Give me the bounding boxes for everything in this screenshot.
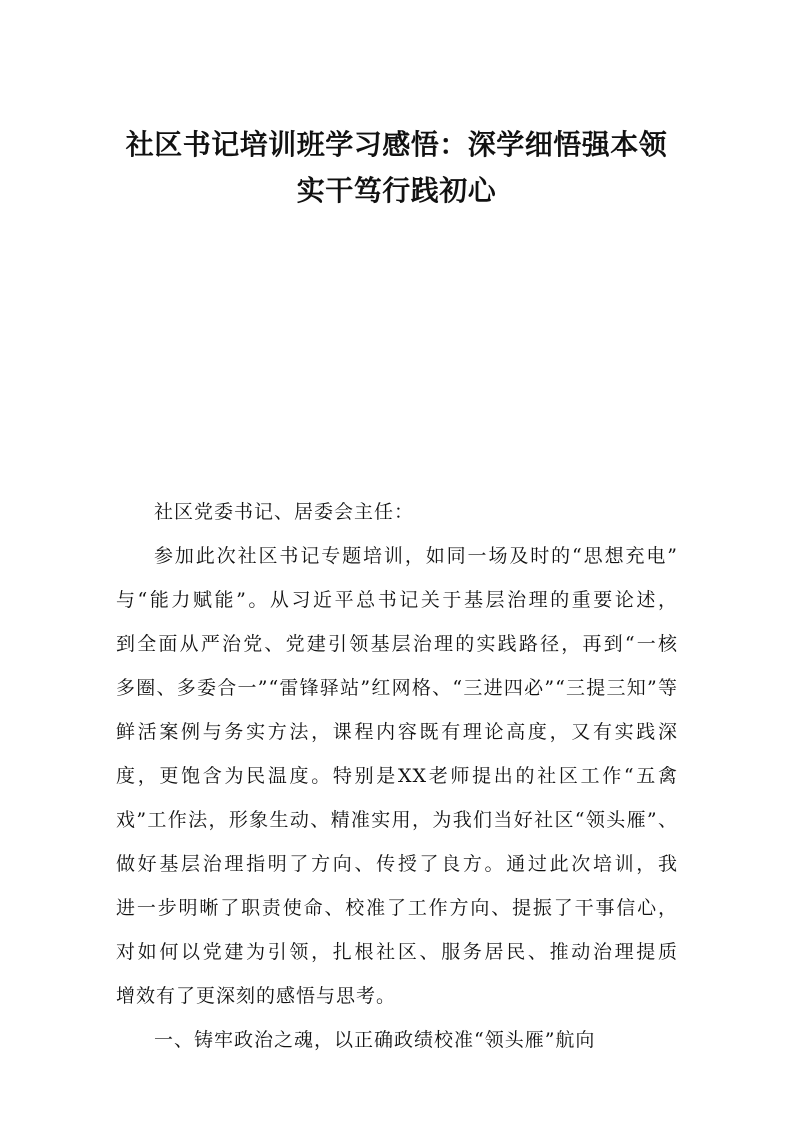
paragraph-1-line-2: 与“能力赋能”。从习近平总书记关于基层治理的重要论述， bbox=[116, 589, 678, 611]
paragraph-1-line-7: 戏”工作法，形象生动、精准实用，为我们当好社区“领头雁”、 bbox=[116, 809, 678, 831]
salutation: 社区党委书记、居委会主任： bbox=[154, 501, 415, 523]
document-body bbox=[116, 490, 678, 1062]
paragraph-1-line-5: 鲜活案例与务实方法，课程内容既有理论高度，又有实践深 bbox=[116, 721, 678, 743]
paragraph-1-line-1: 参加此次社区书记专题培训，如同一场及时的“思想充电” bbox=[154, 545, 678, 567]
paragraph-1-line-6: 度，更饱含为民温度。特别是XX老师提出的社区工作“五禽 bbox=[116, 765, 678, 787]
paragraph-1-line-10: 对如何以党建为引领，扎根社区、服务居民、推动治理提质 bbox=[116, 941, 678, 963]
paragraph-1-line-11: 增效有了更深刻的感悟与思考。 bbox=[116, 985, 397, 1007]
paragraph-1-line-4: 多圈、多委合一”“雷锋驿站”红网格、“三进四必”“三提三知”等 bbox=[116, 677, 678, 699]
title-line-2: 实干笃行践初心 bbox=[296, 174, 497, 207]
paragraph-1-line-3: 到全面从严治党、党建引领基层治理的实践路径，再到“一核 bbox=[116, 633, 678, 655]
paragraph-1-line-9: 进一步明晰了职责使命、校准了工作方向、提振了干事信心， bbox=[116, 897, 678, 919]
document-title bbox=[100, 122, 693, 214]
paragraph-1-line-8: 做好基层治理指明了方向、传授了良方。通过此次培训，我 bbox=[116, 853, 678, 875]
title-line-1: 社区书记培训班学习感悟：深学细悟强本领 bbox=[125, 128, 668, 161]
section-heading-1: 一、铸牢政治之魂，以正确政绩校准“领头雁”航向 bbox=[154, 1029, 596, 1051]
